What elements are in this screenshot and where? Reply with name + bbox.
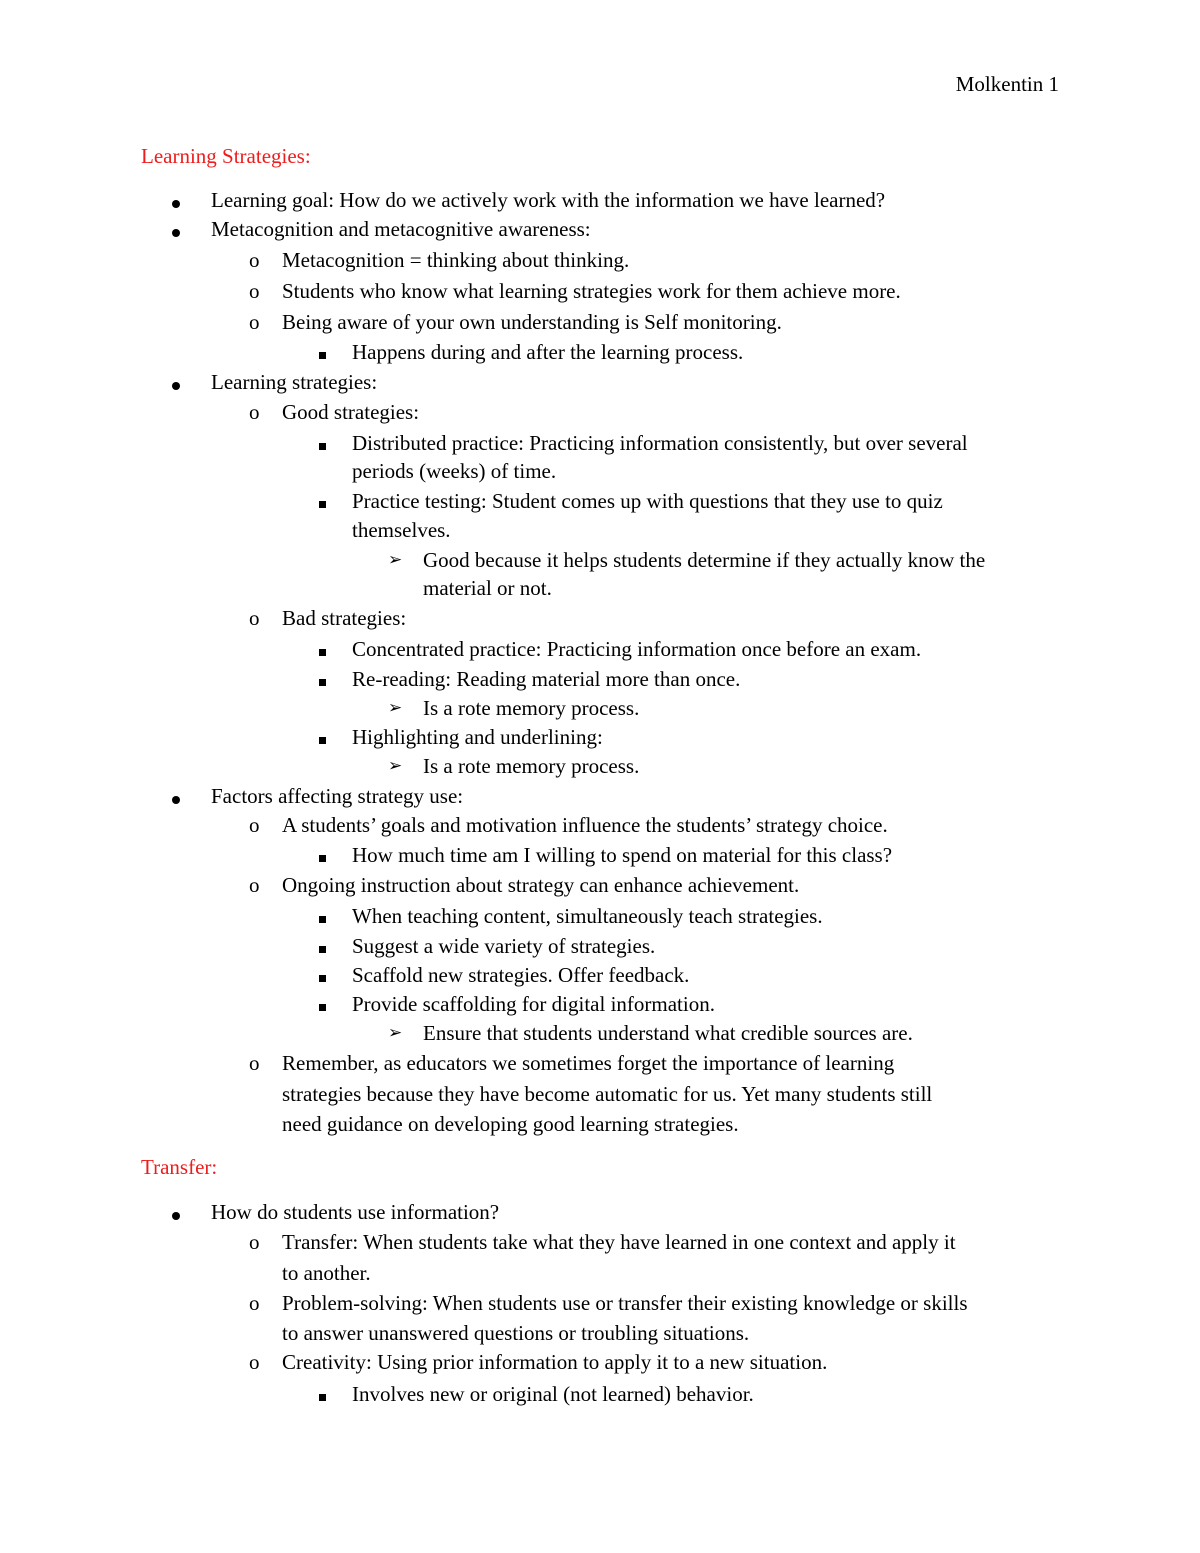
square-bullet-icon (319, 667, 326, 691)
list-item: Re-reading: Reading material more than once. (352, 667, 741, 691)
square-bullet-icon (319, 637, 326, 661)
list-item: Happens during and after the learning process. (352, 340, 744, 364)
arrow-bullet-icon: ➢ (388, 550, 403, 570)
circle-bullet-icon: o (249, 1291, 260, 1315)
circle-bullet-icon: o (249, 873, 260, 897)
square-bullet-icon (319, 1382, 326, 1406)
circle-bullet-icon: o (249, 248, 260, 272)
square-bullet-icon (319, 340, 326, 364)
arrow-bullet-icon: ➢ (388, 698, 403, 718)
list-item: Bad strategies: (282, 606, 407, 630)
list-item: How much time am I willing to spend on material for this class? (352, 843, 893, 867)
list-item: Metacognition and metacognitive awareness: (211, 217, 591, 241)
list-item: A students’ goals and motivation influence the students’ strategy choice. (282, 813, 888, 837)
arrow-bullet-icon: ➢ (388, 756, 403, 776)
circle-bullet-icon: o (249, 310, 260, 334)
list-item: Creativity: Using prior information to apply it to a new situation. (282, 1350, 828, 1374)
square-bullet-icon (319, 992, 326, 1016)
list-item: Transfer: When students take what they have learned in one context and apply it (282, 1230, 956, 1254)
list-item: Provide scaffolding for digital information. (352, 992, 715, 1016)
list-item: Remember, as educators we sometimes forget the importance of learning (282, 1051, 895, 1075)
bullet-icon (172, 1201, 180, 1225)
circle-bullet-icon: o (249, 606, 260, 630)
list-item-continuation: themselves. (352, 518, 451, 542)
square-bullet-icon (319, 843, 326, 867)
list-item: Good because it helps students determine if they actually know the (423, 548, 986, 572)
list-item: Problem-solving: When students use or transfer their existing knowledge or skills (282, 1291, 968, 1315)
page-header-author: Molkentin 1 (955, 72, 1059, 96)
circle-bullet-icon: o (249, 813, 260, 837)
list-item: How do students use information? (211, 1200, 500, 1224)
list-item-continuation: to answer unanswered questions or troubling situations. (282, 1321, 750, 1345)
list-item: Factors affecting strategy use: (211, 784, 464, 808)
bullet-icon (172, 189, 180, 213)
list-item: Suggest a wide variety of strategies. (352, 934, 656, 958)
list-item-continuation: to another. (282, 1261, 371, 1285)
bullet-icon (172, 371, 180, 395)
list-item-continuation: material or not. (423, 576, 552, 600)
list-item-continuation: periods (weeks) of time. (352, 459, 557, 483)
arrow-bullet-icon: ➢ (388, 1023, 403, 1043)
list-item: When teaching content, simultaneously teach strategies. (352, 904, 823, 928)
bullet-icon (172, 218, 180, 242)
square-bullet-icon (319, 725, 326, 749)
list-item: Scaffold new strategies. Offer feedback. (352, 963, 690, 987)
list-item: Practice testing: Student comes up with questions that they use to quiz (352, 489, 943, 513)
circle-bullet-icon: o (249, 1350, 260, 1374)
square-bullet-icon (319, 904, 326, 928)
list-item: Concentrated practice: Practicing information once before an exam. (352, 637, 922, 661)
circle-bullet-icon: o (249, 1230, 260, 1254)
circle-bullet-icon: o (249, 1051, 260, 1075)
square-bullet-icon (319, 431, 326, 455)
list-item: Is a rote memory process. (423, 696, 640, 720)
list-item: Learning strategies: (211, 370, 378, 394)
square-bullet-icon (319, 963, 326, 987)
list-item: Ongoing instruction about strategy can enhance achievement. (282, 873, 800, 897)
list-item: Good strategies: (282, 400, 420, 424)
list-item: Learning goal: How do we actively work with the information we have learned? (211, 188, 886, 212)
list-item: Ensure that students understand what credible sources are. (423, 1021, 913, 1045)
list-item: Students who know what learning strategies work for them achieve more. (282, 279, 901, 303)
list-item: Involves new or original (not learned) behavior. (352, 1382, 754, 1406)
circle-bullet-icon: o (249, 400, 260, 424)
list-item: Metacognition = thinking about thinking. (282, 248, 630, 272)
list-item: Distributed practice: Practicing information consistently, but over several (352, 431, 968, 455)
list-item: Highlighting and underlining: (352, 725, 603, 749)
section-heading-transfer: Transfer: (141, 1155, 218, 1179)
section-heading-learning-strategies: Learning Strategies: (141, 144, 311, 168)
square-bullet-icon (319, 489, 326, 513)
list-item: Being aware of your own understanding is Self monitoring. (282, 310, 782, 334)
list-item-continuation: need guidance on developing good learning strategies. (282, 1112, 739, 1136)
square-bullet-icon (319, 934, 326, 958)
circle-bullet-icon: o (249, 279, 260, 303)
bullet-icon (172, 785, 180, 809)
list-item: Is a rote memory process. (423, 754, 640, 778)
list-item-continuation: strategies because they have become automatic for us. Yet many students still (282, 1082, 933, 1106)
